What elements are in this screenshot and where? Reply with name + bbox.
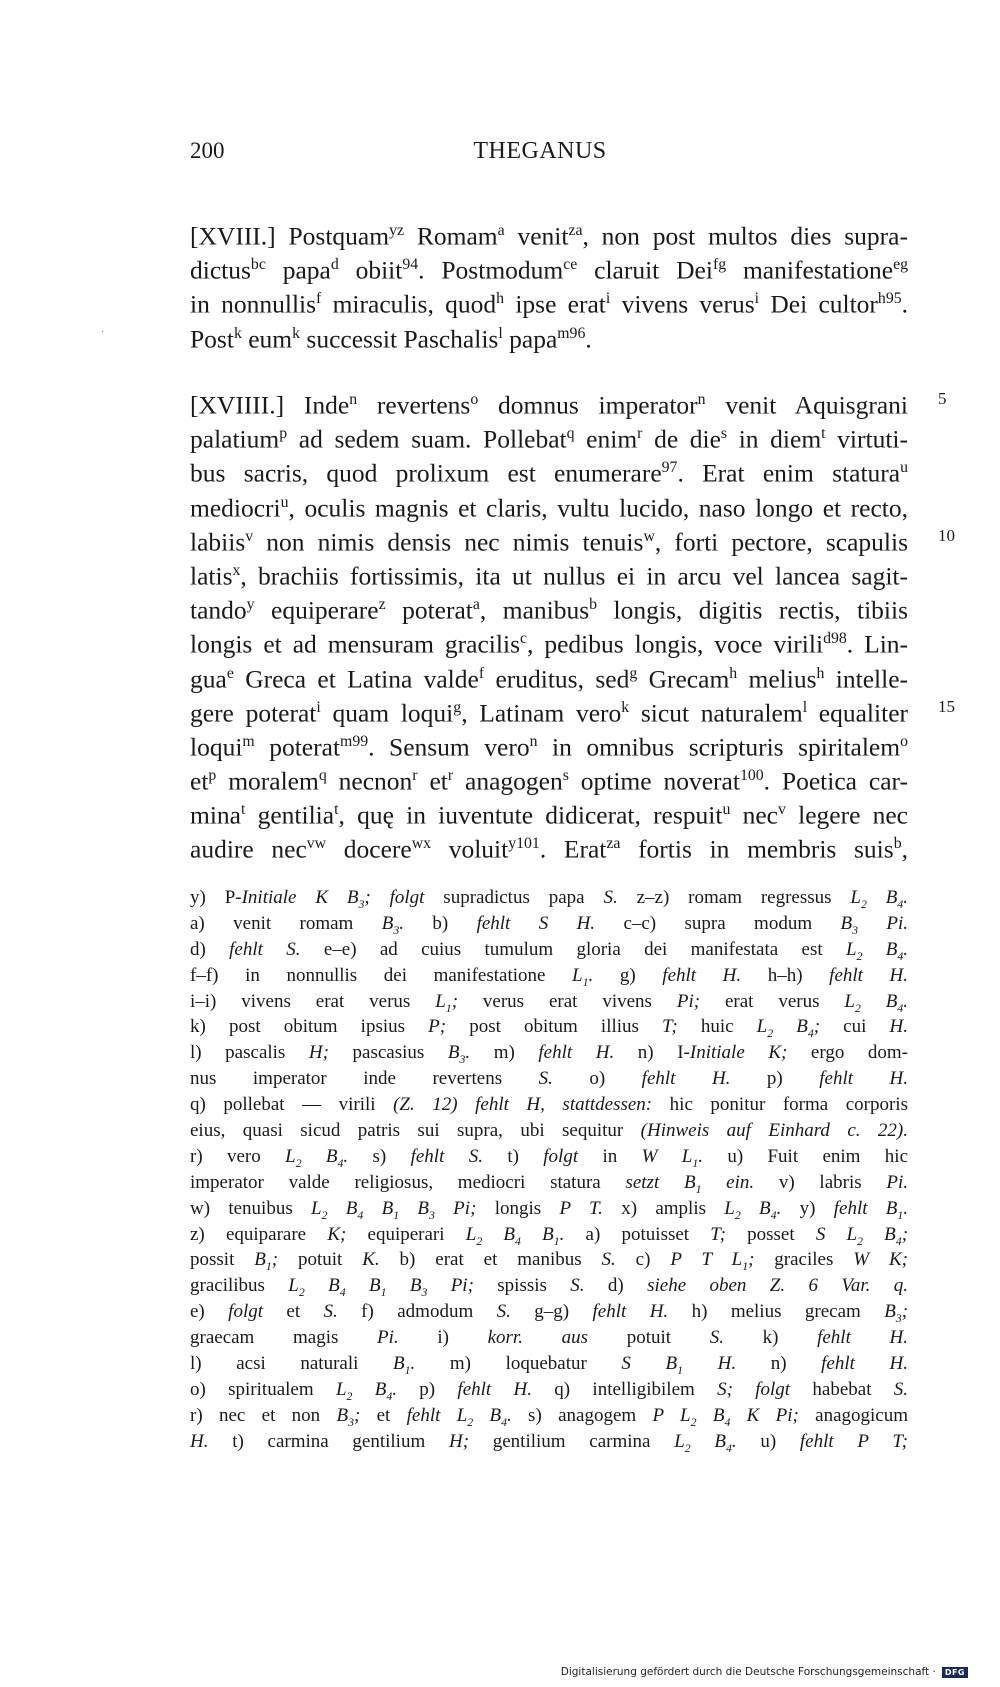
text-line: r) nec et non $B_3$; et fehlt $L_2$ $B_4$. s) anagogem P $L_2$ $B_4$ K Pi; anagogicum (190, 1404, 909, 1429)
text-line: eius, quasi sicud patris sui supra, ubi sequitur (Hinweis auf Einhard c. 22). (190, 1120, 908, 1142)
page-number: 200 (190, 138, 225, 163)
text-line: q) pollebat — virili (Z. 12) fehlt H, stattdessen: hic ponitur forma corporis (190, 1094, 908, 1116)
text-line: palatium$^p$ ad sedem suam. Pollebat$^q$ enim$^r$ de die$^s$ in diem$^t$ virtuti- (190, 424, 908, 454)
text-line: tando$^y$ equiperare$^z$ poterat$^a$, manibus$^b$ longis, digitis rectis, tibiis (190, 595, 908, 625)
text-line: f–f) in nonnullis dei manifestatione $L_1$. g) fehlt H. h–h) fehlt H. (190, 964, 909, 989)
text-line: loqui$^m$ poterat$^{m99}$. Sensum vero$^n$ in omnibus scripturis spiritalem$^o$ (190, 732, 908, 762)
text-line: k) post obitum ipsius P; post obitum illius T; huic $L_2$ $B_4$; cui H. (190, 1016, 908, 1041)
text-line: H. t) carmina gentilium H; gentilium carmina $L_2$ $B_4$. u) fehlt P T; (190, 1430, 909, 1455)
text-line: dictus$^{bc}$ papa$^d$ obiit$^{94}$. Postmodum$^{ce}$ claruit Dei$^{fg}$ manifestatione$^{eg}$ (190, 255, 908, 285)
text-line: [XVIIII.] Inde$^n$ revertens$^o$ domnus imperator$^n$ venit Aquisgrani (190, 390, 908, 420)
page-header (190, 138, 890, 178)
critical-apparatus (190, 885, 908, 1455)
text-line: [XVIII.] Postquam$^{yz}$ Romam$^a$ venit$^{za}$, non post multos dies supra- (190, 221, 908, 251)
paragraph-xviiii (190, 383, 908, 862)
text-line: mediocri$^u$, oculis magnis et claris, vultu lucido, naso longo et recto, (190, 493, 908, 523)
text-line: e) folgt et S. f) admodum S. g–g) fehlt H. h) melius grecam $B_3$; (190, 1301, 909, 1326)
running-head: THEGANUS (473, 138, 607, 164)
text-line: possit $B_1$; potuit K. b) erat et manibus S. c) P T $L_1$; graciles W K; (190, 1249, 909, 1274)
text-line: gere poterat$^i$ quam loqui$^g$, Latinam vero$^k$ sicut naturalem$^l$ equaliter (190, 698, 909, 728)
text-line: gua$^e$ Greca et Latina valde$^f$ eruditus, sed$^g$ Grecam$^h$ melius$^h$ intelle- (190, 664, 908, 693)
text-line: Post$^k$ eum$^k$ successit Paschalis$^l$ papa$^{m96}$. (190, 324, 592, 354)
line-number-15: 15 (938, 697, 955, 716)
text-line: l) acsi naturali $B_1$. m) loquebatur S $B_1$ H. n) fehlt H. (190, 1353, 909, 1377)
text-line: nus imperator inde revertens S. o) fehlt H. p) fehlt H. (190, 1068, 908, 1090)
line-number-10: 10 (938, 526, 955, 545)
text-line: latis$^x$, brachiis fortissimis, ita ut nullus ei in arcu vel lancea sagit- (190, 561, 908, 591)
text-line: a) venit romam $B_3$. b) fehlt S H. c–c) supra modum $B_3$ Pi. (190, 912, 908, 937)
text-line: r) vero $L_2$ $B_4$. s) fehlt S. t) folgt in W $L_1$. u) Fuit enim hic (190, 1145, 908, 1170)
text-line: w) tenuibus $L_2$ $B_4$ $B_1$ $B_3$ Pi; longis P T. x) amplis $L_2$ $B_4$. y) fehlt $B_1$. (190, 1197, 909, 1222)
text-line: o) spiritualem $L_2$ $B_4$. p) fehlt H. q) intelligibilem S; folgt habebat S. (190, 1378, 909, 1403)
text-line: longis et ad mensuram gracilis$^c$, pedibus longis, voce virili$^{d98}$. Lin- (190, 629, 909, 659)
text-line: z) equiparare K; equiperari $L_2$ $B_4$ $B_1$. a) potuisset T; posset S $L_2$ $B_4$; (190, 1223, 909, 1248)
text-line: audire nec$^{vw}$ docere$^{wx}$ voluit$^{y101}$. Erat$^{za}$ fortis in membris suis$^b$, (190, 834, 908, 864)
text-line: imperator valde religiosus, mediocri statura setzt $B_1$ ein. v) labris Pi. (190, 1171, 908, 1196)
text-line: labiis$^v$ non nimis densis nec nimis tenuis$^w$, forti pectore, scapulis (190, 527, 909, 557)
text-line: gracilibus $L_2$ $B_4$ $B_1$ $B_3$ Pi; spissis S. d) siehe oben Z. 6 Var. q. (190, 1275, 908, 1300)
dfg-logo-icon: DFG (942, 1667, 968, 1678)
text-line: i–i) vivens erat verus $L_1$; verus erat vivens Pi; erat verus $L_2$ $B_4$. (190, 990, 909, 1015)
text-line: bus sacris, quod prolixum est enumerare$^{97}$. Erat enim statura$^u$ (190, 458, 908, 488)
line-number-5: 5 (938, 389, 947, 408)
text-line: $et^p$ moralem$^q$ necnon$^r$ $et^r$ anagogen$^s$ optime noverat$^{100}$. Poetica car- (190, 766, 908, 796)
text-line: in nonnullis$^f$ miraculis, quod$^h$ ipse erat$^i$ vivens verus$^i$ Dei cultor$^{h95}$. (190, 289, 908, 319)
text-line: y) P-Initiale K $B_3$; folgt supradictus papa S. z–z) romam regressus $L_2$ $B_4$. (190, 887, 909, 911)
text-line: d) fehlt S. e–e) ad cuius tumulum gloria dei manifestata est $L_2$ $B_4$. (190, 938, 908, 963)
credit-text: Digitalisierung gefördert durch die Deutsche Forschungsgemeinschaft · (560, 1666, 936, 1678)
paragraph-xviii (190, 214, 908, 354)
text-line: l) pascalis H; pascasius $B_3$. m) fehlt H. n) I-Initiale K; ergo dom- (190, 1042, 908, 1067)
text-line: mina$^t$ gentilia$^t$, quę in iuventute didicerat, respuit$^u$ nec$^v$ legere nec (190, 800, 908, 830)
digitization-credit (561, 1666, 968, 1678)
text-line: graecam magis Pi. i) korr. aus potuit S. k) fehlt H. (190, 1327, 908, 1349)
stray-mark: · (101, 327, 105, 338)
